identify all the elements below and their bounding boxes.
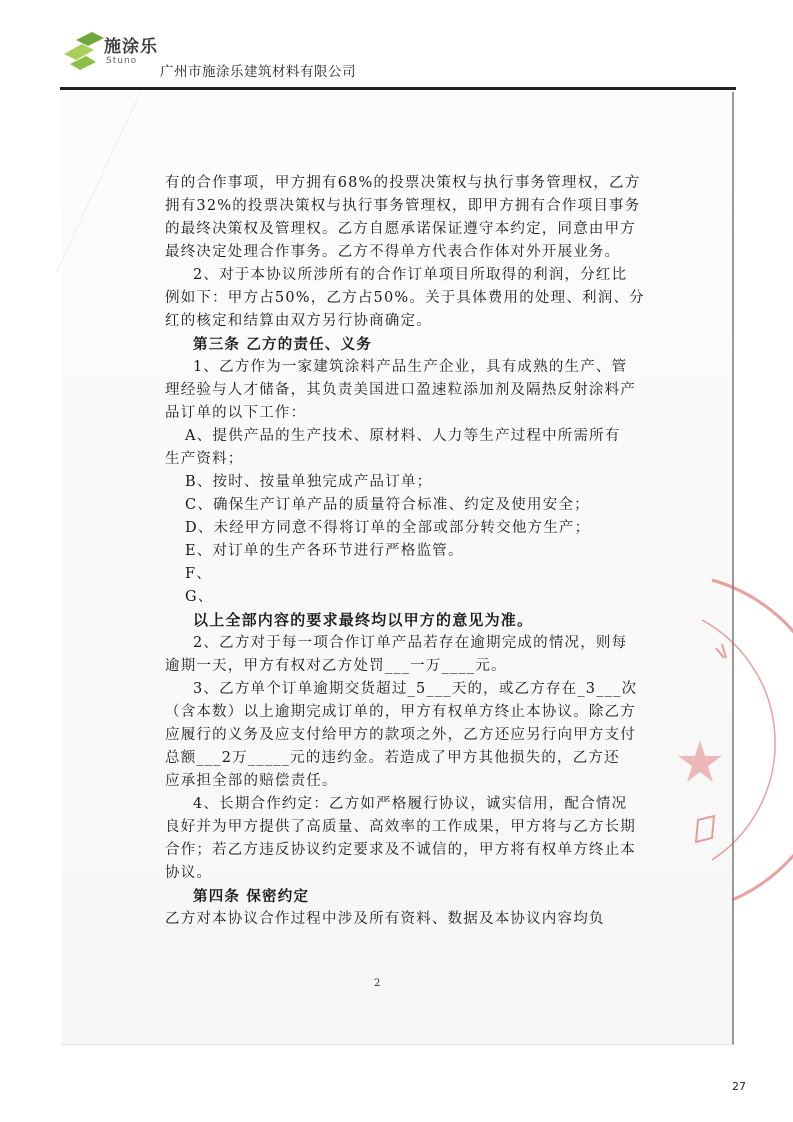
header-divider bbox=[60, 87, 736, 90]
contract-body bbox=[165, 172, 645, 931]
body-line: 理经验与人才储备，其负责美国进口盈速粒添加剂及隔热反射涂料产 bbox=[165, 382, 636, 398]
body-line: 品订单的以下工作： bbox=[165, 405, 307, 421]
body-line: B、按时、按量单独完成产品订单； bbox=[185, 474, 433, 490]
body-line: 拥有32%的投票决策权与执行事务管理权，即甲方拥有合作项目事务 bbox=[165, 198, 641, 214]
body-line: （含本数）以上逾期完成订单的，甲方有权单方终止本协议。除乙方 bbox=[165, 704, 636, 720]
body-line: 以上全部内容的要求最终均以甲方的意见为准。 bbox=[193, 611, 534, 629]
body-line: 2、对于本协议所涉所有的合作订单项目所取得的利润，分红比 bbox=[193, 267, 628, 283]
body-line: 有的合作事项，甲方拥有68%的投票决策权与执行事务管理权，乙方 bbox=[165, 175, 641, 191]
body-line: 生产资料； bbox=[165, 451, 244, 467]
brand-name: 施涂乐 bbox=[104, 37, 158, 57]
body-line: 3、乙方单个订单逾期交货超过_5___天的，或乙方存在_3___次 bbox=[193, 681, 638, 697]
body-line: 4、长期合作约定：乙方如严格履行协议，诚实信用，配合情况 bbox=[193, 796, 628, 812]
body-line: C、确保生产订单产品的质量符合标准、约定及使用安全； bbox=[185, 497, 590, 513]
body-line: 的最终决策权及管理权。乙方自愿承诺保证遵守本约定，同意由甲方 bbox=[165, 221, 636, 237]
body-line: G、 bbox=[185, 589, 214, 605]
body-line: 应承担全部的赔偿责任。 bbox=[165, 773, 338, 789]
body-line: 合作；若乙方违反协议约定要求及不诚信的，甲方将有权单方终止本 bbox=[165, 842, 636, 858]
body-line: E、对订单的生产各环节进行严格监管。 bbox=[185, 543, 464, 559]
brand-english-name: Stuno bbox=[106, 56, 138, 66]
body-line: 例如下：甲方占50%，乙方占50%。关于具体费用的处理、利润、分 bbox=[165, 290, 645, 306]
body-line: 红的核定和结算由双方另行协商确定。 bbox=[165, 313, 432, 329]
scan-page-number: 2 bbox=[374, 978, 381, 989]
body-line: 乙方对本协议合作过程中涉及所有资料、数据及本协议内容均负 bbox=[165, 911, 605, 927]
body-line: 最终决定处理合作事务。乙方不得单方代表合作体对外开展业务。 bbox=[165, 244, 621, 260]
body-line: 协议。 bbox=[165, 865, 213, 881]
body-line: 良好并为甲方提供了高质量、高效率的工作成果，甲方将与乙方长期 bbox=[165, 819, 636, 835]
body-line: A、提供产品的生产技术、原材料、人力等生产过程中所需所有 bbox=[185, 428, 621, 444]
section-heading: 第四条 保密约定 bbox=[193, 888, 310, 905]
body-line: 总额___2万_____元的违约金。若造成了甲方其他损失的，乙方还 bbox=[165, 750, 620, 766]
body-line: 逾期一天，甲方有权对乙方处罚___一万____元。 bbox=[165, 658, 507, 674]
body-line: 1、乙方作为一家建筑涂料产品生产企业，具有成熟的生产、管 bbox=[193, 359, 628, 375]
body-line: D、未经甲方同意不得将订单的全部或部分转交他方生产； bbox=[185, 520, 591, 536]
body-line: 2、乙方对于每一项合作订单产品若存在逾期完成的情况，则每 bbox=[193, 635, 628, 651]
stuno-logo-icon bbox=[62, 30, 110, 74]
section-heading: 第三条 乙方的责任、义务 bbox=[193, 336, 372, 353]
document-page-number: 27 bbox=[732, 1080, 746, 1093]
page-header bbox=[0, 0, 793, 92]
company-name: 广州市施涂乐建筑材料有限公司 bbox=[160, 64, 356, 80]
body-line: 应履行的义务及应支付给甲方的款项之外，乙方还应另行向甲方支付 bbox=[165, 727, 636, 743]
body-line: F、 bbox=[185, 566, 212, 582]
